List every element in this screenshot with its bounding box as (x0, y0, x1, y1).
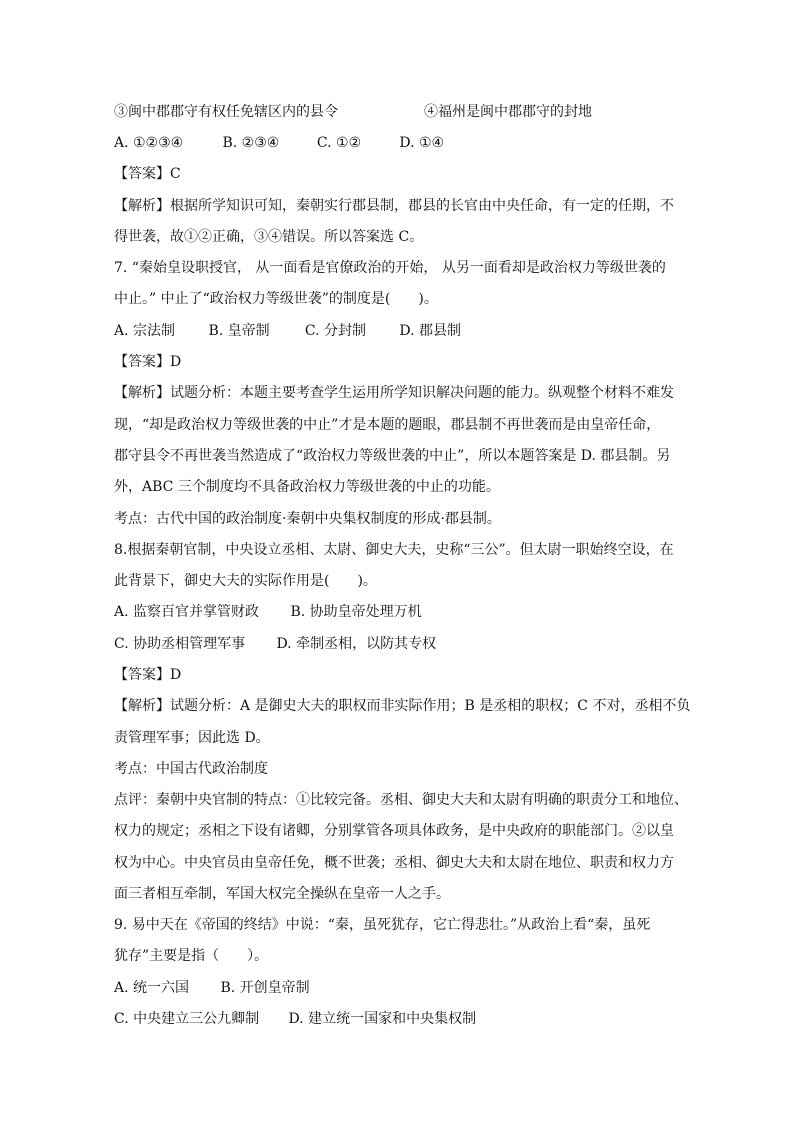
q6-option-a: A. ①②③④ (114, 135, 184, 151)
q8-point: 考点：中国古代政治制度 (114, 761, 268, 777)
q7-point: 考点：古代中国的政治制度·秦朝中央集权制度的形成·郡县制。 (114, 511, 501, 527)
q7-option-b: B. 皇帝制 (208, 323, 270, 339)
q6-option-b: B. ②③④ (222, 135, 280, 151)
q7-analysis-line: 外，ABC 三个制度均不具备政治权力等级世袭的中止的功能。 (114, 479, 500, 495)
q6-options (114, 133, 444, 153)
q8-option-c: C. 协助丞相管理军事 (114, 636, 246, 652)
q9-option-b: B. 开创皇帝制 (220, 980, 310, 996)
q7-answer: 【答案】D (114, 354, 182, 370)
q9-option-c: C. 中央建立三公九卿制 (114, 1011, 260, 1027)
q8-option-b: B. 协助皇帝处理万机 (290, 604, 422, 620)
q7-question-line: 中止。” 中止了“政治权力等级世袭”的制度是( )。 (114, 291, 438, 307)
q7-option-d: D. 郡县制 (399, 323, 461, 339)
statement-3: ③闽中郡郡守有权任免辖区内的县令 (114, 104, 338, 120)
q8-option-a: A. 监察百官并掌管财政 (114, 604, 260, 620)
q8-comment-line: 点评：秦朝中央官制的特点：①比较完备。丞相、御史大夫和太尉有明确的职责分工和地位、 (114, 792, 688, 808)
q7-option-c: C. 分封制 (304, 323, 367, 339)
q8-answer: 【答案】D (114, 667, 182, 683)
q6-option-c: C. ①② (316, 135, 362, 151)
q7-analysis-line: 现，“却是政治权力等级世袭的中止”才是本题的题眼，郡县制不再世袭而是由皇帝任命， (114, 417, 661, 433)
q7-option-a: A. 宗法制 (114, 323, 176, 339)
q6-option-d: D. ①④ (399, 135, 445, 151)
q8-analysis-line: 【解析】试题分析：A 是御史大夫的职权而非实际作用；B 是丞相的职权；C 不对，丞相不负 (114, 698, 691, 714)
q8-question-line: 此背景下，御史大夫的实际作用是( )。 (114, 573, 377, 589)
statement-row (114, 102, 592, 122)
q7-question-line: 7. “秦始皇设职授官， 从一面看是官僚政治的开始， 从另一面看却是政治权力等级世袭的 (114, 260, 666, 276)
q8-question-line: 8.根据秦朝官制，中央设立丞相、太尉、御史大夫，史称“三公”。但太尉一职始终空设，在 (114, 542, 674, 558)
q9-option-d: D. 建立统一国家和中央集权制 (288, 1011, 477, 1027)
q8-option-d: D. 牵制丞相，以防其专权 (276, 636, 437, 652)
q9-question-line: 犹存”主要是指（ ）。 (114, 948, 269, 964)
q8-analysis-line: 责管理军事；因此选 D。 (114, 730, 270, 746)
q9-options-row-2 (114, 1009, 476, 1029)
q9-question-line: 9. 易中天在《帝国的终结》中说：“秦，虽死犹存，它亡得悲壮。”从政治上看“秦，虽死 (114, 917, 651, 933)
statement-4: ④福州是闽中郡郡守的封地 (424, 104, 592, 120)
q7-analysis-line: 【解析】试题分析：本题主要考查学生运用所学知识解决问题的能力。纵观整个材料不难发 (114, 385, 674, 401)
q8-comment-line: 权力的规定；丞相之下设有诸卿，分别掌管各项具体政务，是中央政府的职能部门。②以皇 (114, 823, 674, 839)
q6-answer: 【答案】C (114, 166, 181, 182)
q9-option-a: A. 统一六国 (114, 980, 190, 996)
q8-options-row-1 (114, 602, 422, 622)
q8-options-row-2 (114, 634, 436, 654)
q7-options (114, 321, 461, 341)
q7-analysis-line: 郡守县令不再世袭当然造成了“政治权力等级世袭的中止”，所以本题答案是 D. 郡县制。另 (114, 448, 671, 464)
q8-comment-line: 权为中心。中央官员由皇帝任免，概不世袭；丞相、御史大夫和太尉在地位、职责和权力方 (114, 855, 674, 871)
q6-analysis-line: 得世袭，故①②正确，③④错误。所以答案选 C。 (114, 229, 424, 245)
q8-comment-line: 面三者相互牵制，军国大权完全操纵在皇帝一人之手。 (114, 886, 450, 902)
q9-options-row-1 (114, 978, 310, 998)
q6-analysis-line: 【解析】根据所学知识可知，秦朝实行郡县制，郡县的长官由中央任命，有一定的任期，不 (114, 198, 674, 214)
